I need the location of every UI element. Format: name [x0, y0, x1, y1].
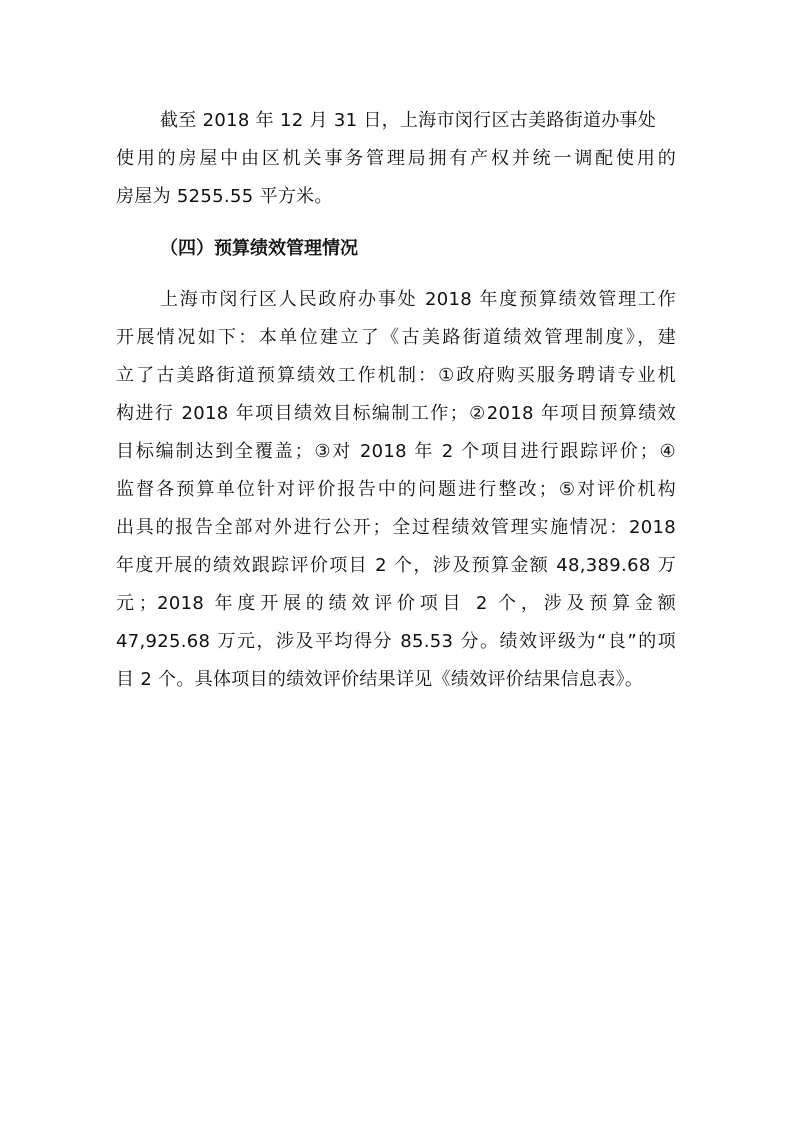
paragraph-2-line-8: 年度开展的绩效跟踪评价项目 2 个，涉及预算金额 48,389.68 万 [116, 555, 676, 576]
paragraph-2-line-7: 出具的报告全部对外进行公开；全过程绩效管理实施情况：2018 [116, 517, 676, 538]
paragraph-2-line-6: 监督各预算单位针对评价报告中的问题进行整改；⑤对评价机构 [116, 479, 676, 500]
paragraph-2-line-5: 目标编制达到全覆盖；③对 2018 年 2 个项目进行跟踪评价；④ [116, 441, 676, 462]
paragraph-2-line-10: 47,925.68 万元，涉及平均得分 85.53 分。绩效评级为“良”的项 [116, 631, 676, 652]
paragraph-2-line-4: 构进行 2018 年项目绩效目标编制工作；②2018 年项目预算绩效 [116, 403, 676, 424]
paragraph-2-line-9: 元；2018 年度开展的绩效评价项目 2 个，涉及预算金额 [116, 593, 676, 614]
paragraph-1-line-2: 使用的房屋中由区机关事务管理局拥有产权并统一调配使用的 [116, 148, 676, 169]
section-heading: （四）预算绩效管理情况 [160, 238, 358, 259]
paragraph-2-line-11: 目 2 个。具体项目的绩效评价结果详见《绩效评价结果信息表》。 [116, 669, 644, 690]
paragraph-1-line-3: 房屋为 5255.55 平方米。 [116, 186, 333, 207]
paragraph-2-line-3: 立了古美路街道预算绩效工作机制：①政府购买服务聘请专业机 [116, 365, 676, 386]
paragraph-2-line-2: 开展情况如下：本单位建立了《古美路街道绩效管理制度》，建 [116, 327, 676, 348]
paragraph-1-line-1: 截至 2018 年 12 月 31 日，上海市闵行区古美路街道办事处 [160, 110, 657, 131]
paragraph-2-line-1: 上海市闵行区人民政府办事处 2018 年度预算绩效管理工作 [160, 289, 676, 310]
